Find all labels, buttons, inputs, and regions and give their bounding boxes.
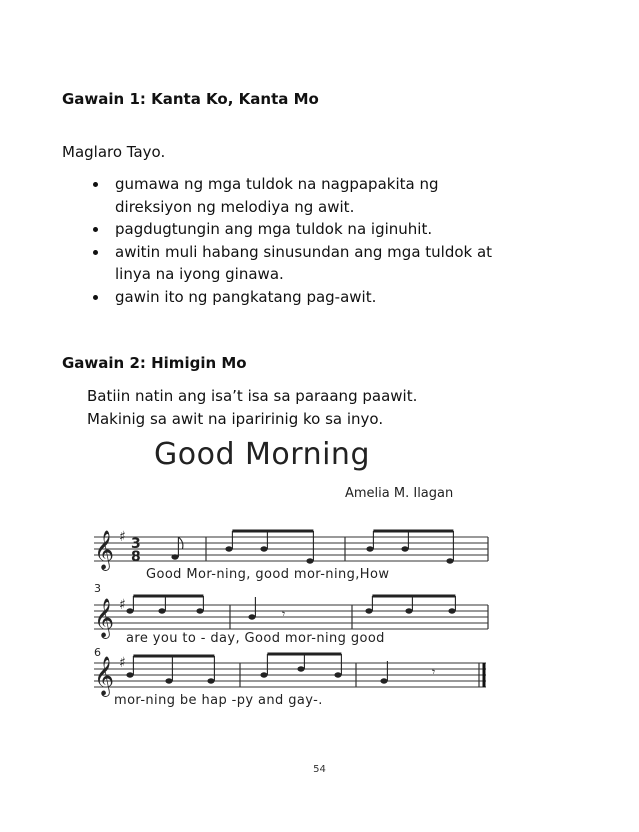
lyrics-line: Good Mor-ning, good mor-ning,How [146,567,390,582]
lyrics-line: mor-ning be hap -py and gay-. [114,693,323,708]
bar-lines [206,537,488,687]
eighth-rest-icon: 𝄾 [282,607,286,621]
beamed-notes [260,654,341,678]
page-number: 54 [313,764,326,775]
bullet-text: gawin ito ng pangkatang pag-awit. [115,287,377,306]
bullet-text: direksiyon ng melodiya ng awit. [115,197,355,216]
song-composer: Amelia M. Ilagan [345,486,454,501]
beamed-notes [225,531,313,564]
eighth-note [171,537,183,560]
staff-lines [94,537,488,561]
bullet-text: linya na iyong ginawa. [115,265,284,283]
bullet-text: gumawa ng mga tuldok na nagpapakita ng [115,175,439,193]
song-title: Good Morning [154,437,370,472]
time-signature-bottom: 8 [131,549,141,565]
bullet-text: pagdugtungin ang mga tuldok na iginuhit. [115,220,433,238]
quarter-note [248,597,255,620]
staff-lines [94,663,486,687]
treble-clef-icon: 𝄞 [94,598,115,638]
activity2-line: Batiin natin ang isa’t isa sa paraang paawit. [87,387,418,405]
time-signature-top: 3 [131,536,141,552]
quarter-note [380,661,387,684]
staff-lines [94,605,488,629]
treble-clef-icon: 𝄞 [94,530,115,570]
lyrics-line: are you to - day, Good mor-ning good [126,631,385,646]
sharp-icon: ♯ [119,597,126,613]
activity2-line: Makinig sa awit na iparirinig ko sa inyo. [87,410,384,428]
sharp-icon: ♯ [119,529,126,545]
beamed-notes [366,531,453,564]
measure-number: 3 [94,582,101,595]
treble-clef-icon: 𝄞 [94,656,115,696]
activity1-intro: Maglaro Tayo. [62,143,166,161]
bullet-text: awitin muli habang sinusundan ang mga tuldok at [115,242,493,261]
measure-number: 6 [94,646,101,659]
beamed-notes [126,656,214,684]
activity2-heading: Gawain 2: Himigin Mo [62,354,247,372]
activity1-heading: Gawain 1: Kanta Ko, Kanta Mo [62,90,319,108]
sharp-icon: ♯ [119,655,126,671]
eighth-rest-icon: 𝄾 [432,665,436,679]
